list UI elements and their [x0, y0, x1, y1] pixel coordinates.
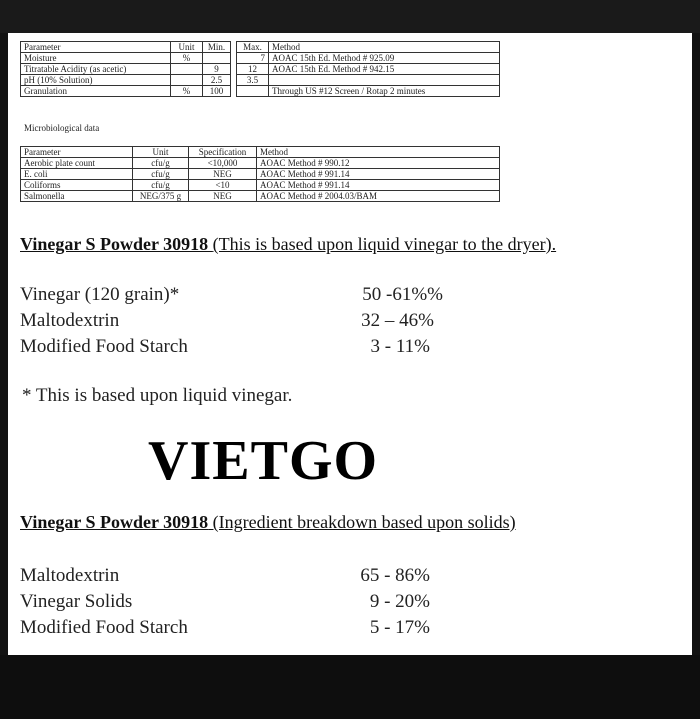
table-row [21, 75, 500, 86]
table-row [21, 180, 500, 191]
table-row [21, 158, 500, 169]
table-cell: Method [257, 147, 500, 158]
table-cell: 3.5 [237, 75, 269, 86]
section-1-item-value: 32 – 46% [361, 310, 434, 331]
table-cell: AOAC Method # 2004.03/BAM [257, 191, 500, 202]
bottom-bar [0, 655, 700, 719]
section-1-heading [20, 234, 556, 255]
section-1-subtitle: (This is based upon liquid vinegar to the dryer). [212, 234, 557, 254]
table-cell: <10 [189, 180, 257, 191]
table-cell: 12 [237, 64, 269, 75]
table-cell: E. coli [21, 169, 133, 180]
section-1-item-value: 3 - 11% [370, 336, 430, 357]
table-cell [171, 64, 203, 75]
table-cell: Min. [203, 42, 231, 53]
table-cell: Through US #12 Screen / Rotap 2 minutes [269, 86, 500, 97]
table-cell: Specification [189, 147, 257, 158]
table-row [21, 169, 500, 180]
table-cell: cfu/g [133, 169, 189, 180]
table-cell: Max. [237, 42, 269, 53]
top-bar [0, 0, 700, 33]
table-cell: Method [269, 42, 500, 53]
table-cell: 100 [203, 86, 231, 97]
brand-watermark: VIETGO [148, 430, 379, 492]
table-cell [269, 75, 500, 86]
table-cell: Salmonella [21, 191, 133, 202]
table-cell: Coliforms [21, 180, 133, 191]
table-header-row [21, 42, 500, 53]
table-cell [237, 86, 269, 97]
microbiological-label: Microbiological data [24, 123, 100, 133]
table-header-row [21, 147, 500, 158]
document-page [8, 33, 692, 655]
section-2-item-name: Vinegar Solids [20, 591, 133, 612]
section-2-title: Vinegar S Powder 30918 [20, 512, 209, 532]
table-cell: AOAC Method # 990.12 [257, 158, 500, 169]
section-2-item-name: Maltodextrin [20, 565, 120, 586]
table-cell: Parameter [21, 147, 133, 158]
table-row [21, 86, 500, 97]
section-2-heading [20, 512, 516, 533]
table-cell [171, 75, 203, 86]
table-cell: NEG/375 g [133, 191, 189, 202]
table-cell: % [171, 53, 203, 64]
table-cell: Unit [171, 42, 203, 53]
table-cell: % [171, 86, 203, 97]
section-1-item-name: Modified Food Starch [20, 336, 188, 357]
table-cell: cfu/g [133, 158, 189, 169]
table-cell: 9 [203, 64, 231, 75]
table-cell: cfu/g [133, 180, 189, 191]
table-cell: 7 [237, 53, 269, 64]
section-2-item-value: 9 - 20% [369, 591, 430, 612]
physical-spec-table [20, 41, 500, 97]
table-cell: NEG [189, 191, 257, 202]
table-cell: 2.5 [203, 75, 231, 86]
table-row [21, 191, 500, 202]
table-cell: Titratable Acidity (as acetic) [21, 64, 171, 75]
section-2-item-value: 5 - 17% [369, 617, 430, 638]
table-row [21, 64, 500, 75]
section-2-subtitle: (Ingredient breakdown based upon solids) [208, 512, 516, 532]
table-cell: AOAC 15th Ed. Method # 925.09 [269, 53, 500, 64]
table-cell: AOAC Method # 991.14 [257, 169, 500, 180]
microbiological-table [20, 146, 500, 202]
section-1-item-name: Vinegar (120 grain)* [20, 284, 180, 305]
table-cell: Unit [133, 147, 189, 158]
section-1-title: Vinegar S Powder 30918 [20, 234, 213, 254]
section-1-item-value: 50 -61%% [362, 284, 443, 305]
footnote: * This is based upon liquid vinegar. [22, 385, 293, 406]
table-cell: NEG [189, 169, 257, 180]
table-cell: Parameter [21, 42, 171, 53]
table-cell [203, 53, 231, 64]
table-cell: Granulation [21, 86, 171, 97]
table-cell: pH (10% Solution) [21, 75, 171, 86]
table-cell: <10,000 [189, 158, 257, 169]
section-1-item-name: Maltodextrin [20, 310, 120, 331]
section-2-item-value: 65 - 86% [360, 565, 430, 586]
table-cell: Moisture [21, 53, 171, 64]
table-cell: AOAC Method # 991.14 [257, 180, 500, 191]
table-row [21, 53, 500, 64]
table-cell: AOAC 15th Ed. Method # 942.15 [269, 64, 500, 75]
table-cell: Aerobic plate count [21, 158, 133, 169]
section-2-item-name: Modified Food Starch [20, 617, 188, 638]
